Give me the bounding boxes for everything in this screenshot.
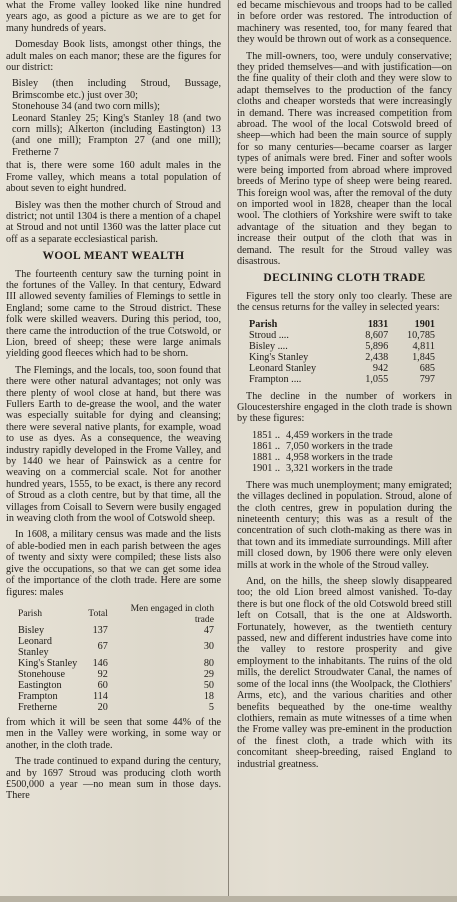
table-cell: 10,785 bbox=[406, 329, 435, 341]
paragraph: The trade continued to expand during the century, and by 1697 Stroud was producing cloth worth £500,000 a year —no mean sum in those days. There bbox=[6, 756, 221, 802]
paragraph: The Flemings, and the locals, too, soon found that there were other natural advantages; not only was there plenty of wool close at hand, but there was Fullers Earth to de-grease the wool, and the water was especially suitable for dying and cleansing; there were several native plants, for example, woad to use as dyes. As a consequence, the weaving industry rapidly developed in the Frome Valley, and by 1440 we hear of Painswick as a centre for weaving on a commercial scale. Not for another hundred years, 1555, to be exact, is there any record of Stroud as a cloth centre, but by that time, all the villages from Coisall to Severn were busily engaged in weaving cloth from the wool of Cotswold sheep. bbox=[6, 364, 221, 525]
paragraph: In 1608, a military census was made and the lists of able-bodied men in each parish between the ages of twenty and sixty were compiled; these lists also give the occupations, so that we can get some idea of the importance of the cloth trade. Here are some figures: males bbox=[6, 529, 221, 598]
table-cell: 18 bbox=[203, 690, 214, 702]
table-header-row bbox=[16, 603, 216, 625]
table-cell: 1861 .. bbox=[252, 440, 281, 452]
table-cell: 92 bbox=[97, 668, 108, 680]
paragraph: ed became mischievous and troops had to be called in before order was restored. The introduction of machinery was resented, too, for many feared that they would be thrown out of work as a consequence. bbox=[237, 0, 452, 46]
paragraph: The mill-owners, too, were unduly conservative; they prided themselves—and with justification—on the fine quality of their cloth and they were slow to adapt themselves to the production of the fancy cloths and cheaper worsteds that were increasingly in demand. There was increased competition from abroad. The wool of the local Cotswold breed of sheep—which had been the main source of supply for so many centuries—became coarser as larger types of animals were bred. Finer and softer wools were being imported from abroad where improved breeds of Merino type of sheep were being reared. This foreign wool was, after the removal of the duty on imported wool in 1828, cheaper than the local wool. The clothiers of Yorkshire were swift to take advantage of the situation and they began to increase their output of the cloth that was in demand. The result for the Stroud valley was disastrous. bbox=[237, 50, 452, 267]
table-cell: 942 bbox=[372, 362, 389, 374]
table-cell: 5 bbox=[208, 701, 214, 713]
workers-table bbox=[249, 430, 396, 474]
table-cell: 7,050 workers in the trade bbox=[286, 440, 393, 452]
table-row bbox=[247, 374, 437, 385]
table-row bbox=[249, 430, 396, 441]
table-header: Total bbox=[88, 608, 108, 620]
table-row bbox=[249, 463, 396, 474]
table-row bbox=[247, 363, 437, 374]
table-header: Parish bbox=[18, 608, 42, 620]
table-cell: Frampton .... bbox=[249, 373, 302, 385]
table-cell: Fretherne bbox=[18, 701, 58, 713]
table-cell: 30 bbox=[203, 641, 214, 653]
table-cell: Leonard Stanley bbox=[18, 635, 52, 658]
table-cell: 67 bbox=[97, 641, 108, 653]
table-cell: 3,321 workers in the trade bbox=[286, 462, 393, 474]
table-cell: 797 bbox=[419, 373, 435, 385]
paragraph: Figures tell the story only too clearly. These are the census returns for the valley in selected years: bbox=[237, 290, 452, 314]
table-cell: 1901 .. bbox=[252, 462, 281, 474]
table-row bbox=[247, 352, 437, 363]
table-cell: 4,459 workers in the trade bbox=[286, 429, 393, 441]
paragraph: Domesday Book lists, amongst other things, the adult males on each manor; these are the figures for our district: bbox=[6, 39, 221, 74]
table-row bbox=[249, 441, 396, 452]
table-cell: Leonard Stanley bbox=[249, 362, 317, 374]
table-cell: Bisley bbox=[18, 624, 45, 636]
section-heading: DECLINING CLOTH TRADE bbox=[263, 272, 426, 285]
domesday-list bbox=[12, 78, 221, 158]
table-cell: 60 bbox=[97, 679, 108, 691]
table-row bbox=[16, 680, 216, 691]
table-cell: 2,438 bbox=[365, 351, 389, 363]
left-column bbox=[6, 0, 221, 807]
population-table bbox=[247, 319, 437, 385]
table-cell: 137 bbox=[92, 624, 108, 636]
table-cell: 47 bbox=[203, 624, 214, 636]
right-column bbox=[237, 0, 452, 775]
census-1608-table bbox=[16, 603, 216, 713]
table-header: 1831 bbox=[367, 318, 389, 330]
table-row bbox=[247, 341, 437, 352]
table-cell: 20 bbox=[97, 701, 108, 713]
table-row bbox=[16, 691, 216, 702]
paragraph: The fourteenth century saw the turning point in the fortunes of the Valley. In that century, Edward III allowed seventy families of Flemings to settle in England; some came to the Stroud district. These folk were skilled weavers. During this period, too, there came the introduction of the true Cotswold, or Lion, breed of sheep; these were large animals yielding good fleeces which had to be shorn. bbox=[6, 268, 221, 360]
table-cell: Stroud .... bbox=[249, 329, 289, 341]
table-cell: King's Stanley bbox=[249, 351, 309, 363]
torn-bottom-edge bbox=[0, 896, 457, 902]
table-cell: Bisley .... bbox=[249, 340, 288, 352]
paragraph: from which it will be seen that some 44% of the men in the Valley were working, in some way or another, in the cloth trade. bbox=[6, 716, 221, 751]
table-cell: 1881 .. bbox=[252, 451, 281, 463]
table-row bbox=[16, 625, 216, 636]
table-cell: 50 bbox=[203, 679, 214, 691]
paragraph: The decline in the number of workers in Gloucestershire engaged in the cloth trade is shown by these figures: bbox=[237, 390, 452, 425]
table-row bbox=[247, 330, 437, 341]
table-row bbox=[16, 669, 216, 680]
table-cell: 1,055 bbox=[365, 373, 389, 385]
table-cell: 1,845 bbox=[412, 351, 435, 363]
table-row bbox=[249, 452, 396, 463]
table-cell: 8,607 bbox=[365, 329, 389, 341]
table-cell: 80 bbox=[203, 657, 214, 669]
section-heading: WOOL MEANT WEALTH bbox=[42, 250, 185, 263]
paragraph: There was much unemployment; many emigrated; the villages declined in population. Stroud, alone of the cloth centres, grew in population during the nineteenth century; this was as a result of the concentration of such cloth-making as there was in that town and its immediate surroundings. Mill after mill closed down, by 1906 there were only eleven mills at work in the whole of the Stroud valley. bbox=[237, 479, 452, 571]
table-row bbox=[16, 658, 216, 669]
table-cell: 4,811 bbox=[412, 340, 435, 352]
paragraph: Bisley was then the mother church of Stroud and district; not until 1304 is there a mention of a chapel at Stroud and not until 1360 was the latter place cut off as a separate ecclesiastical parish. bbox=[6, 199, 221, 245]
paragraph: that is, there were some 160 adult males in the Frome valley, which means a total population of about seven to eight hundred. bbox=[6, 160, 221, 195]
column-divider bbox=[228, 0, 229, 902]
paragraph: what the Frome valley looked like nine hundred years ago, as good a picture as we are to get for many hundreds of years. bbox=[6, 0, 221, 34]
table-cell: King's Stanley bbox=[18, 657, 78, 669]
table-row bbox=[16, 702, 216, 713]
table-cell: 114 bbox=[92, 690, 108, 702]
table-header-row bbox=[247, 319, 437, 330]
table-row bbox=[16, 636, 216, 658]
table-cell: Eastington bbox=[18, 679, 62, 691]
table-cell: 4,958 workers in the trade bbox=[286, 451, 393, 463]
table-header: Parish bbox=[249, 318, 278, 330]
list-item: Stonehouse 34 (and two corn mills); bbox=[12, 101, 160, 113]
list-item: Leonard Stanley 25; King's Stanley 18 (and two corn mills); Alkerton (including Eastington) 13 (and one mill); Frampton 27 (and one mill); Fretherne 7 bbox=[12, 112, 221, 158]
table-header: Men engaged in cloth trade bbox=[130, 602, 214, 625]
list-item: Bisley (then including Stroud, Bussage, Brimscombe etc.) just over 30; bbox=[12, 78, 221, 101]
paragraph: And, on the hills, the sheep slowly disappeared too; the old Lion breed almost vanished. To-day there is but one flock of the old Cotswold breed still left on Cotsall, that is the one at Aldsworth. Fortunately, however, as the twentieth century passed, new and different industries have come into the valley to restore prosperity and give employment to the inhabitants. The ruins of the old mills, the derelict Stroudwater Canal, the names of some of the local inns (the Woolpack, the Clothiers' Arms, etc), and the various charities and other benefits bequeathed by the one-time wealthy clothiers, remain as mute witnesses of a time when the Frome valley was pre-eminent in the production of the finest cloth, a trade which with its concomitant sheep-breeding, raised England to industrial greatness. bbox=[237, 576, 452, 770]
table-header: 1901 bbox=[414, 318, 435, 330]
table-cell: 1851 .. bbox=[252, 429, 281, 441]
table-cell: Stonehouse bbox=[18, 668, 65, 680]
table-cell: 685 bbox=[419, 362, 435, 374]
table-cell: Frampton bbox=[18, 690, 58, 702]
table-cell: 5,896 bbox=[365, 340, 389, 352]
table-cell: 29 bbox=[203, 668, 214, 680]
table-cell: 146 bbox=[92, 657, 108, 669]
